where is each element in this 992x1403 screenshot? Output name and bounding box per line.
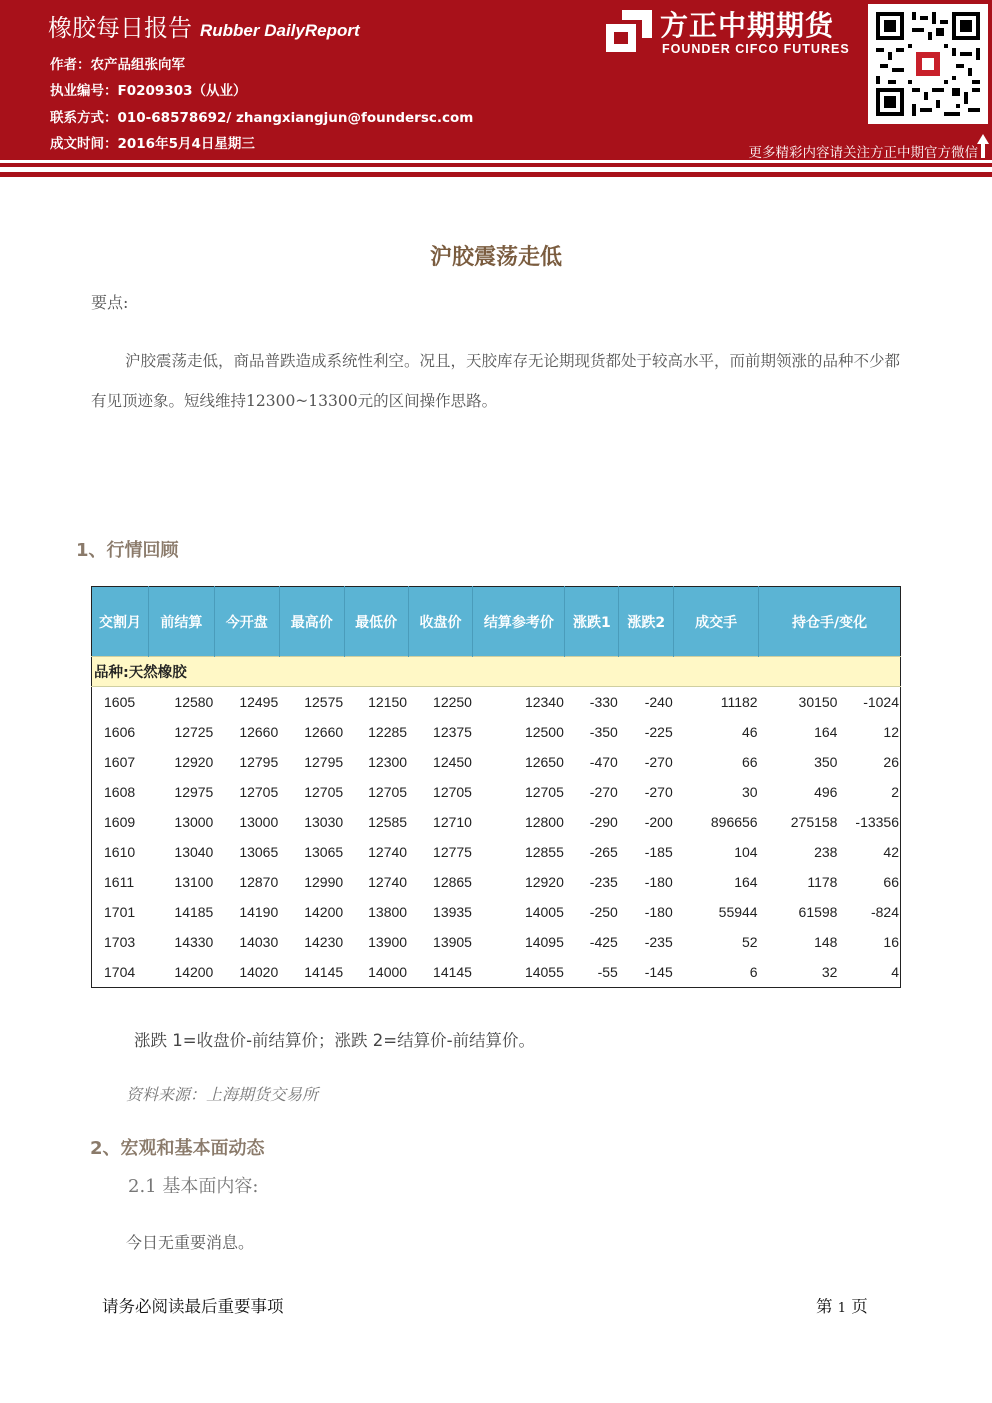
table-row: [92, 687, 901, 718]
subsection-heading-fundamentals: 2.1 基本面内容:: [128, 1176, 259, 1197]
table-cell: -1024: [863, 694, 899, 710]
table-cell: 12865: [433, 874, 472, 890]
table-cell: 12575: [304, 694, 344, 710]
table-cell: -240: [644, 694, 673, 710]
table-cell: 14200: [304, 904, 344, 920]
table-cell: 896656: [710, 814, 758, 830]
table-cell: 12975: [174, 784, 214, 800]
table-header-row: [92, 587, 901, 657]
table-cell: -250: [589, 904, 618, 920]
table-cell: -470: [589, 754, 618, 770]
table-cell: 13100: [174, 874, 214, 890]
table-cell: 164: [814, 724, 838, 740]
variety-row: [92, 657, 901, 687]
table-cell: 14030: [239, 934, 279, 950]
table-cell: -265: [589, 844, 618, 860]
table-cell: 12650: [524, 754, 564, 770]
table-cell: 14200: [174, 964, 214, 980]
page-num: 1: [837, 1301, 847, 1316]
table-cell: 16: [883, 934, 899, 950]
table-cell: 1608: [104, 784, 136, 800]
wechat-qr-code[interactable]: [868, 4, 988, 124]
table-cell: 42: [883, 844, 899, 860]
table-cell: 1610: [104, 844, 136, 860]
page-prefix: 第: [816, 1297, 833, 1316]
table-cell: 13040: [174, 844, 214, 860]
table-cell: 12585: [368, 814, 408, 830]
table-cell: 12: [883, 724, 899, 740]
table-cell: 66: [883, 874, 899, 890]
table-cell: 14185: [174, 904, 214, 920]
table-cell: 12990: [304, 874, 344, 890]
table-cell: -185: [644, 844, 673, 860]
table-cell: 12705: [239, 784, 279, 800]
header-cell: 最高价: [279, 587, 344, 657]
table-cell: 12705: [368, 784, 408, 800]
table-cell: -235: [589, 874, 618, 890]
table-cell: 12250: [433, 694, 472, 710]
table-cell: 14230: [304, 934, 344, 950]
header-cell: 涨跌2: [619, 587, 674, 657]
page-suffix: 页: [851, 1297, 868, 1316]
table-cell: -235: [644, 934, 673, 950]
table-cell: 1701: [104, 904, 136, 920]
table-cell: 14020: [239, 964, 279, 980]
table-cell: 6: [749, 964, 758, 980]
table-cell: 1606: [104, 724, 136, 740]
table-cell: 32: [821, 964, 838, 980]
variety-label: 品种:天然橡胶: [92, 657, 901, 687]
table-cell: 2: [891, 784, 899, 800]
footer-notice: 请务必阅读最后重要事项: [102, 1297, 284, 1316]
table-cell: 11182: [720, 694, 758, 710]
summary-paragraph: 沪胶震荡走低，商品普跌造成系统性利空。况且，天胶库存无论期现货都处于较高水平，而前期领涨的品种不少都有见顶迹象。短线维持12300~13300元的区间操作思路。: [91, 352, 901, 410]
license-line: 执业编号：F0209303（从业）: [50, 83, 247, 99]
table-cell: -425: [589, 934, 618, 950]
table-cell: 12340: [524, 694, 564, 710]
table-cell: 238: [814, 844, 838, 860]
table-cell: -270: [644, 754, 673, 770]
table-cell: 12800: [524, 814, 564, 830]
page-number: [816, 1293, 868, 1317]
table-cell: -225: [644, 724, 673, 740]
table-cell: 13065: [304, 844, 344, 860]
table-cell: 14145: [433, 964, 472, 980]
table-cell: -55: [597, 964, 618, 980]
table-cell: 1605: [104, 694, 136, 710]
header-cell: 最低价: [344, 587, 408, 657]
table-cell: 13065: [239, 844, 279, 860]
date-line: 成文时间：2016年5月4日星期三: [50, 136, 255, 152]
table-cell: 12795: [239, 754, 279, 770]
doc-title: 沪胶震荡走低: [429, 245, 562, 270]
table-cell: 12705: [433, 784, 472, 800]
table-cell: -270: [644, 784, 673, 800]
header-divider-secondary: [0, 172, 992, 177]
table-cell: 12580: [174, 694, 214, 710]
company-name-en: FOUNDER CIFCO FUTURES: [662, 42, 850, 56]
table-cell: 12450: [433, 754, 472, 770]
table-cell: 14145: [304, 964, 344, 980]
table-cell: 46: [742, 724, 758, 740]
table-cell: 12705: [524, 784, 564, 800]
table-cell: 12855: [524, 844, 564, 860]
table-cell: -180: [644, 874, 673, 890]
table-cell: 12740: [368, 874, 408, 890]
table-cell: 1611: [104, 874, 135, 890]
company-name-cn: 方正中期期货: [660, 9, 835, 42]
author-line: 作者：农产品组张向军: [50, 57, 185, 73]
table-cell: 12150: [368, 694, 408, 710]
table-row: [92, 717, 901, 747]
arrow-up-icon: [976, 132, 990, 160]
table-cell: 12375: [433, 724, 472, 740]
table-cell: 12795: [304, 754, 344, 770]
table-cell: 13905: [433, 934, 472, 950]
report-title-en: Rubber DailyReport: [200, 21, 360, 40]
table-cell: 1178: [807, 874, 838, 890]
table-cell: -824: [870, 904, 899, 920]
qr-code-icon: [876, 12, 980, 116]
table-cell: -330: [589, 694, 618, 710]
table-cell: 14000: [368, 964, 408, 980]
table-row: [92, 747, 901, 777]
table-cell: 1609: [104, 814, 136, 830]
report-title: [48, 8, 360, 43]
table-cell: 12500: [524, 724, 564, 740]
header-cell: 交割月: [92, 587, 149, 657]
table-cell: 14005: [524, 904, 564, 920]
header-cell: 涨跌1: [565, 587, 619, 657]
table-cell: 13000: [174, 814, 214, 830]
table-cell: 12870: [239, 874, 279, 890]
table-cell: -200: [644, 814, 673, 830]
table-cell: 61598: [798, 904, 838, 920]
table-cell: 350: [814, 754, 838, 770]
header-divider: [0, 163, 992, 167]
table-cell: 14330: [174, 934, 214, 950]
table-cell: 14055: [524, 964, 564, 980]
header-cell: 持仓手/变化: [759, 587, 901, 657]
table-cell: -145: [644, 964, 673, 980]
table-cell: 12710: [433, 814, 472, 830]
table-cell: 12300: [368, 754, 408, 770]
table-cell: 52: [742, 934, 758, 950]
table-cell: 30150: [798, 694, 838, 710]
table-row: [92, 777, 901, 807]
follow-wechat-text: 更多精彩内容请关注方正中期官方微信: [748, 145, 978, 161]
table-cell: 12740: [368, 844, 408, 860]
report-header: [0, 0, 992, 160]
header-cell: 成交手: [674, 587, 759, 657]
company-logo-icon: [604, 8, 654, 54]
table-cell: 14190: [239, 904, 279, 920]
fundamentals-content: 今日无重要消息。: [126, 1233, 255, 1252]
contact-line: 联系方式：010-68578692/ zhangxiangjun@foundersc.com: [50, 110, 474, 126]
table-row: [92, 957, 901, 988]
table-cell: 55944: [718, 904, 758, 920]
table-cell: 148: [814, 934, 838, 950]
market-table: [91, 586, 901, 988]
table-cell: 12775: [433, 844, 472, 860]
table-row: [92, 867, 901, 897]
header-cell: 收盘价: [408, 587, 473, 657]
table-cell: 66: [742, 754, 758, 770]
table-cell: 13030: [304, 814, 344, 830]
table-cell: 12285: [368, 724, 408, 740]
table-cell: -13356: [855, 814, 899, 830]
table-cell: -270: [589, 784, 618, 800]
table-cell: 13935: [433, 904, 472, 920]
header-cell: 前结算: [148, 587, 214, 657]
table-cell: 12660: [239, 724, 279, 740]
table-cell: -290: [589, 814, 618, 830]
table-row: [92, 837, 901, 867]
table-cell: 275158: [790, 814, 838, 830]
table-cell: 104: [734, 844, 758, 860]
table-cell: 1607: [104, 754, 136, 770]
table-cell: 30: [742, 784, 758, 800]
header-cell: 结算参考价: [473, 587, 565, 657]
table-row: [92, 927, 901, 957]
header-cell: 今开盘: [214, 587, 279, 657]
table-cell: -350: [589, 724, 618, 740]
table-cell: 4: [891, 964, 899, 980]
table-cell: 12920: [174, 754, 214, 770]
data-source: 资料来源：上海期货交易所: [126, 1085, 319, 1104]
table-cell: 496: [814, 784, 838, 800]
table-note: 涨跌 1=收盘价-前结算价；涨跌 2=结算价-前结算价。: [134, 1031, 536, 1050]
table-cell: 12705: [304, 784, 344, 800]
table-cell: 13900: [368, 934, 408, 950]
table-cell: -180: [644, 904, 673, 920]
section-heading-macro: 2、宏观和基本面动态: [90, 1138, 265, 1159]
table-cell: 12725: [174, 724, 214, 740]
table-cell: 12495: [239, 694, 279, 710]
section-heading-market-review: 1、行情回顾: [76, 540, 179, 561]
table-cell: 1703: [104, 934, 136, 950]
table-cell: 1704: [104, 964, 136, 980]
table-cell: 13800: [368, 904, 408, 920]
table-cell: 13000: [239, 814, 279, 830]
table-cell: 164: [734, 874, 758, 890]
table-cell: 14095: [524, 934, 564, 950]
table-row: [92, 807, 901, 837]
table-cell: 12920: [524, 874, 564, 890]
table-cell: 12660: [304, 724, 344, 740]
table-row: [92, 897, 901, 927]
report-title-cn: 橡胶每日报告: [48, 14, 192, 42]
table-cell: 26: [883, 754, 899, 770]
key-points-label: 要点:: [91, 293, 129, 312]
